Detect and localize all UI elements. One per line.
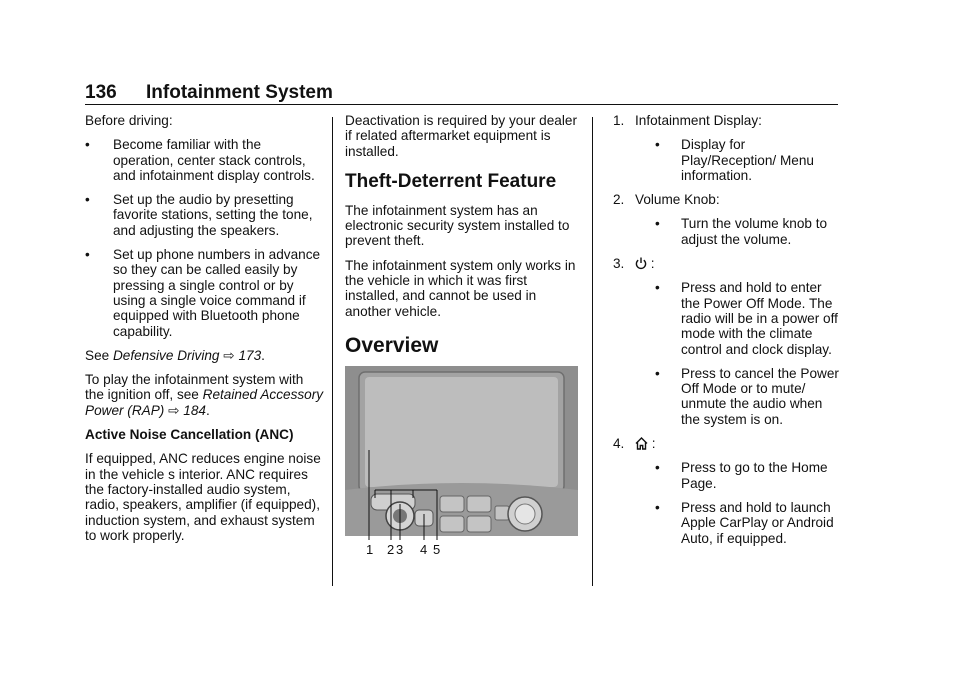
callout-3: 3 [396, 542, 404, 557]
callout-1: 1 [366, 542, 374, 557]
list-item: • Press to cancel the Power Off Mode or to mute/ unmute the audio when the system is on. [655, 365, 839, 427]
list-item: • Press to go to the Home Page. [655, 460, 828, 491]
list-item: 1. Infotainment Display: [613, 113, 762, 128]
column-right [613, 113, 841, 555]
home-icon [635, 437, 648, 450]
column-divider-2 [592, 117, 593, 586]
anc-heading: Active Noise Cancellation (ANC) [85, 427, 294, 443]
list-item: 2. Volume Knob: [613, 192, 720, 208]
list-item: • Become familiar with the operation, center stack controls, and infotainment display controls. [85, 137, 315, 183]
overview-heading: Overview [345, 333, 439, 357]
page-reference-arrow-icon: ⇨ [223, 347, 235, 363]
callout-2: 2 [387, 542, 395, 557]
intro-text: Before driving: [85, 113, 173, 128]
list-item: • Set up the audio by presetting favorite stations, setting the tone, and adjusting the speakers. [85, 192, 313, 238]
list-item: 4. : [613, 436, 656, 452]
column-middle [345, 113, 580, 367]
power-icon [635, 257, 647, 270]
column-left [85, 113, 325, 552]
list-item: • Turn the volume knob to adjust the volume. [655, 216, 828, 247]
callout-5: 5 [433, 542, 441, 557]
infotainment-illustration [345, 366, 578, 557]
column-divider-1 [332, 117, 333, 586]
list-item: • Press and hold to launch Apple CarPlay or Android Auto, if equipped. [655, 499, 834, 546]
list-item: • Display for Play/Reception/ Menu information. [655, 137, 814, 183]
infotainment-figure [345, 366, 578, 557]
list-item: 3. : [613, 256, 655, 272]
section-title: Infotainment System [146, 82, 333, 103]
rap-link[interactable]: Retained Accessory Power (RAP) [85, 387, 324, 418]
ignition-text: To play the infotainment system with the ignition off, see Retained Accessory Power (RAP) ⇨ 184. [85, 372, 324, 418]
see-reference: See Defensive Driving ⇨ 173. [85, 347, 265, 363]
defensive-driving-link[interactable]: Defensive Driving [112, 347, 220, 363]
anc-text: If equipped, ANC reduces engine noise in the vehicle s interior. ANC requires the factory-installed audio system, radio, speakers, amplifier (if equipped), induction system, and exhaust system to work properly. [85, 451, 321, 543]
page-header [85, 82, 838, 105]
list-item: • Set up phone numbers in advance so they can be called easily by pressing a single control or by using a single voice command if equipped with Bluetooth phone capability. [85, 247, 321, 339]
page-number: 136 [85, 82, 117, 103]
theft-heading: Theft-Deterrent Feature [345, 170, 557, 192]
callout-4: 4 [420, 542, 428, 557]
deactivation-text: Deactivation is required by your dealer if related aftermarket equipment is installed. [345, 113, 577, 159]
list-item: • Press and hold to enter the Power Off Mode. The radio will be in a power off mode with the climate control and clock display. [655, 280, 838, 357]
page-reference-arrow-icon: ⇨ [168, 402, 180, 418]
theft-text-2: The infotainment system only works in the vehicle in which it was first installed, and cannot be used in another vehicle. [345, 257, 576, 319]
theft-text-1: The infotainment system has an electronic security system installed to prevent theft. [345, 202, 570, 249]
